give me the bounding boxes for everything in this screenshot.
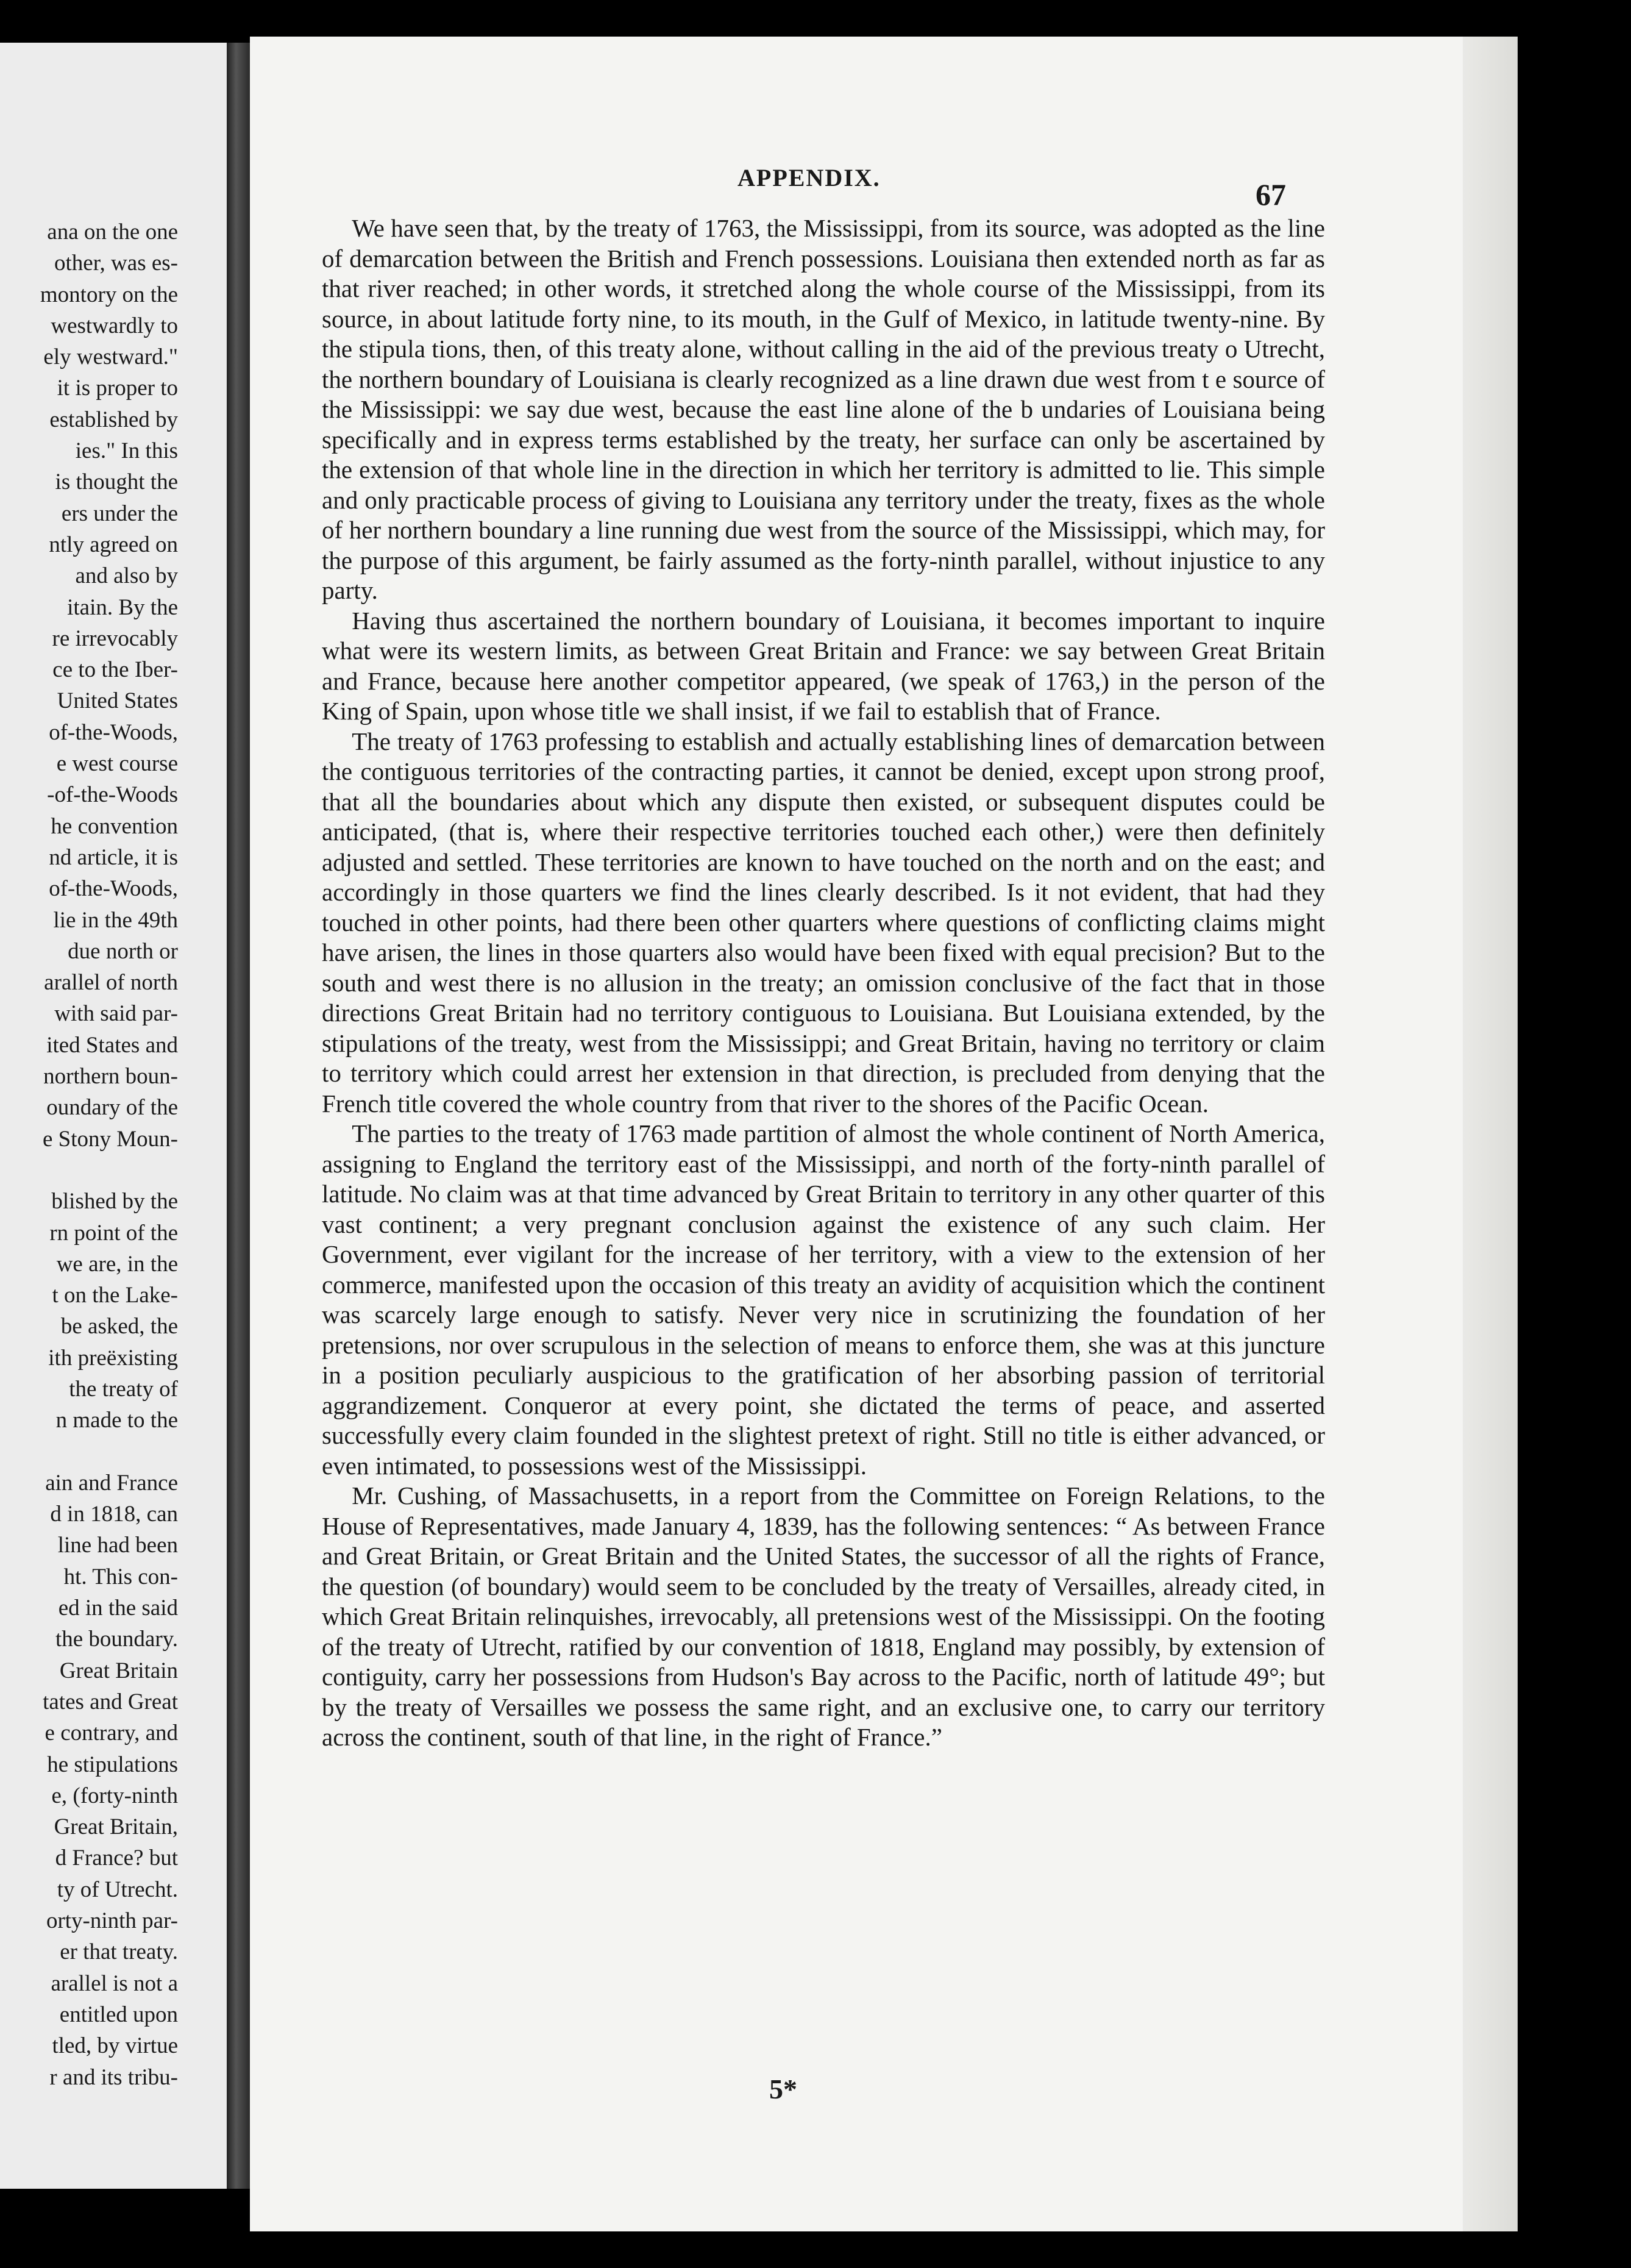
left-page-line: Great Britain bbox=[59, 1658, 178, 1683]
right-page-edge bbox=[1463, 37, 1518, 2231]
left-page-line: t on the Lake- bbox=[52, 1283, 178, 1308]
left-page-line: ed in the said bbox=[58, 1596, 178, 1621]
left-page-line: ers under the bbox=[61, 501, 178, 526]
left-page-line: with said par- bbox=[54, 1001, 178, 1027]
left-page-line: entitled upon bbox=[59, 2002, 178, 2027]
book-gutter bbox=[227, 43, 250, 2189]
left-page-line: ty of Utrecht. bbox=[57, 1877, 178, 1902]
left-page-line: ies." In this bbox=[75, 438, 178, 464]
left-page-line: line had been bbox=[57, 1533, 178, 1558]
left-page-line: and also by bbox=[75, 563, 178, 589]
left-page-line: ely westward." bbox=[43, 344, 178, 370]
left-page-line: northern boun- bbox=[43, 1064, 178, 1089]
left-page-line: ntly agreed on bbox=[49, 532, 178, 557]
left-page-line: itain. By the bbox=[67, 594, 178, 620]
left-page-line: rn point of the bbox=[49, 1220, 178, 1246]
left-page-line: oundary of the bbox=[46, 1095, 178, 1121]
left-page-line: we are, in the bbox=[56, 1251, 178, 1277]
left-page-line: lie in the 49th bbox=[53, 907, 178, 933]
left-page-line: d France? but bbox=[55, 1845, 178, 1871]
left-page-line: -of-the-Woods bbox=[47, 782, 178, 808]
left-page-line: other, was es- bbox=[54, 251, 178, 276]
left-page bbox=[0, 43, 227, 2189]
left-page-line: montory on the bbox=[40, 282, 178, 307]
page-number: 67 bbox=[1256, 177, 1286, 212]
signature-mark: 5* bbox=[769, 2074, 797, 2105]
left-page-line: be asked, the bbox=[60, 1314, 178, 1339]
left-page-line bbox=[0, 1155, 178, 1186]
left-page-line: e Stony Moun- bbox=[43, 1126, 178, 1152]
left-page-line: of-the-Woods, bbox=[49, 719, 178, 745]
left-page-line: the boundary. bbox=[55, 1627, 178, 1652]
left-page-line: ce to the Iber- bbox=[52, 657, 178, 683]
left-page-line: the treaty of bbox=[69, 1376, 178, 1402]
paragraph: Mr. Cushing, of Massachusetts, in a report from the Committee on Foreign Relations, to the House of Representatives, made January 4, 1839, has the following sentences: “ As between France and Great Britain, or Great Britain and the United States, the successor of all the rights of France, the question (of boundary) would seem to be concluded by the treaty of Versailles, already cited, in which Great Britain relinquishes, irrevocably, all pretensions west of the Mississippi. On the footing of the treaty of Utrecht, ratified by our convention of 1818, England may possibly, by extension of contiguity, carry her possessions from Hudson's Bay across to the Pacific, north of latitude 49°; but by the treaty of Versailles we possess the same right, and an exclusive one, to carry our territory across the continent, south of that line, in the right of France.” bbox=[322, 1482, 1325, 1751]
left-page-line: ht. This con- bbox=[63, 1564, 178, 1589]
left-page-line: er that treaty. bbox=[60, 1939, 178, 1965]
left-page-line: orty-ninth par- bbox=[46, 1908, 178, 1934]
left-page-line: ana on the one bbox=[47, 219, 178, 244]
left-page-line: re irrevocably bbox=[52, 626, 178, 651]
left-page-line: ain and France bbox=[45, 1470, 178, 1496]
left-page-line: he convention bbox=[51, 813, 178, 839]
paragraph: We have seen that, by the treaty of 1763, the Mississippi, from its source, was adopted as the line of demarcation between the British and French possessions. Louisiana then extended north as far as that river reached; in other words, it stretched along the whole course of the Mississippi, from its source, in about latitude forty nine, to its mouth, in the Gulf of Mexico, in latitude twenty-nine. By the stipula tions, then, of this treaty alone, without calling in the aid of the previous treaty o Utrecht, the northern boundary of Louisiana is clearly recognized as a line drawn due west from t e source of the Mississippi: we say due west, because the east line alone of the b undaries of Louisiana being specifically and in express terms established by the treaty, her surface can only be ascertained by the extension of that whole line in the direction in which her territory is admitted to lie. This simple and only practicable process of giving to Louisiana any territory under the treaty, fixes as the whole of her northern boundary a line running due west from the source of the Mississippi, which may, for the purpose of this argument, be fairly assumed as the forty-ninth parallel, without injustice to any party. bbox=[322, 214, 1325, 604]
left-page-line: e west course bbox=[56, 751, 178, 777]
left-page-line: tates and Great bbox=[43, 1689, 178, 1714]
left-page-text bbox=[0, 216, 178, 2093]
left-page-line: it is proper to bbox=[57, 376, 178, 401]
left-page-line: westwardly to bbox=[51, 313, 178, 338]
left-page-line: arallel is not a bbox=[51, 1970, 178, 1996]
left-page-line: e, (forty-ninth bbox=[51, 1783, 178, 1808]
left-page-line: arallel of north bbox=[44, 970, 178, 996]
left-page-line: United States bbox=[57, 688, 178, 714]
left-page-line: n made to the bbox=[55, 1408, 178, 1433]
left-page-line: established by bbox=[49, 407, 178, 432]
left-page-line: ited States and bbox=[46, 1032, 178, 1058]
left-page-line: due north or bbox=[68, 938, 178, 964]
left-page-line bbox=[0, 1436, 178, 1467]
left-page-line: r and its tribu- bbox=[49, 2064, 178, 2090]
paragraph: Having thus ascertained the northern boundary of Louisiana, it becomes important to inquire what were its western limits, as between Great Britain and France: we say between Great Britain and France, because here another competitor appeared, (we speak of 1763,) in the person of the King of Spain, upon whose title we shall insist, if we fail to establish that of France. bbox=[322, 606, 1325, 725]
left-page-line: blished by the bbox=[51, 1189, 178, 1214]
left-page-line: nd article, it is bbox=[49, 844, 178, 870]
left-page-line: tled, by virtue bbox=[52, 2033, 178, 2059]
left-page-line: ith preëxisting bbox=[48, 1345, 178, 1371]
left-page-line: Great Britain, bbox=[54, 1814, 178, 1840]
body-text bbox=[322, 213, 1325, 1753]
left-page-line: d in 1818, can bbox=[50, 1502, 178, 1527]
left-page-line: is thought the bbox=[55, 469, 178, 495]
paragraph: The parties to the treaty of 1763 made partition of almost the whole continent of North America, assigning to England the territory east of the Mississippi, and north of the forty-ninth parallel of latitude. No claim was at that time advanced by Great Britain to territory in any other quarter of this vast continent; a very pregnant conclusion against the existence of any such claim. Her Government, ever vigilant for the increase of her territory, with a view to the extension of her commerce, manifested upon the occasion of this treaty an avidity of acquisition which the continent was scarcely large enough to satisfy. Never very nice in scrutinizing the foundation of her pretensions, nor over scrupulous in the selection of means to enforce them, she was at this juncture in a position peculiarly auspicious to the gratification of her absorbing passion of territorial aggrandizement. Conqueror at every point, she dictated the terms of peace, and asserted successfully every claim founded in the slightest pretext of right. Still no title is either advanced, or even intimated, to possessions west of the Mississippi. bbox=[322, 1119, 1325, 1480]
left-page-line: he stipulations bbox=[47, 1752, 178, 1777]
paragraph: The treaty of 1763 professing to establish and actually establishing lines of demarcation between the contiguous territories of the contracting parties, it cannot be denied, except upon strong proof, that all the boundaries about which any dispute then existed, or subsequent disputes could be anticipated, (that is, where their respective territories touched each other,) were then definitely adjusted and settled. These territories are known to have touched on the north and on the east; and accordingly in those quarters we find the lines clearly described. Is it not evident, that had they touched in other points, had there been other quarters where questions of conflicting claims might have arisen, the lines in those quarters also would have been fixed with equal precision? But to the south and west there is no allusion in the treaty; an omission conclusive of the fact that in those directions Great Britain had no territory contiguous to Louisiana. But Louisiana extended, by the stipulations of the treaty, west from the Mississippi; and Great Britain, having no territory or claim to territory which could arrest her extension in that direction, is precluded from denying that the French title covered the whole country from that river to the shores of the Pacific Ocean. bbox=[322, 727, 1325, 1118]
left-page-line: of-the-Woods, bbox=[49, 876, 178, 902]
left-page-line: e contrary, and bbox=[44, 1721, 178, 1746]
running-header: APPENDIX. bbox=[737, 164, 881, 191]
